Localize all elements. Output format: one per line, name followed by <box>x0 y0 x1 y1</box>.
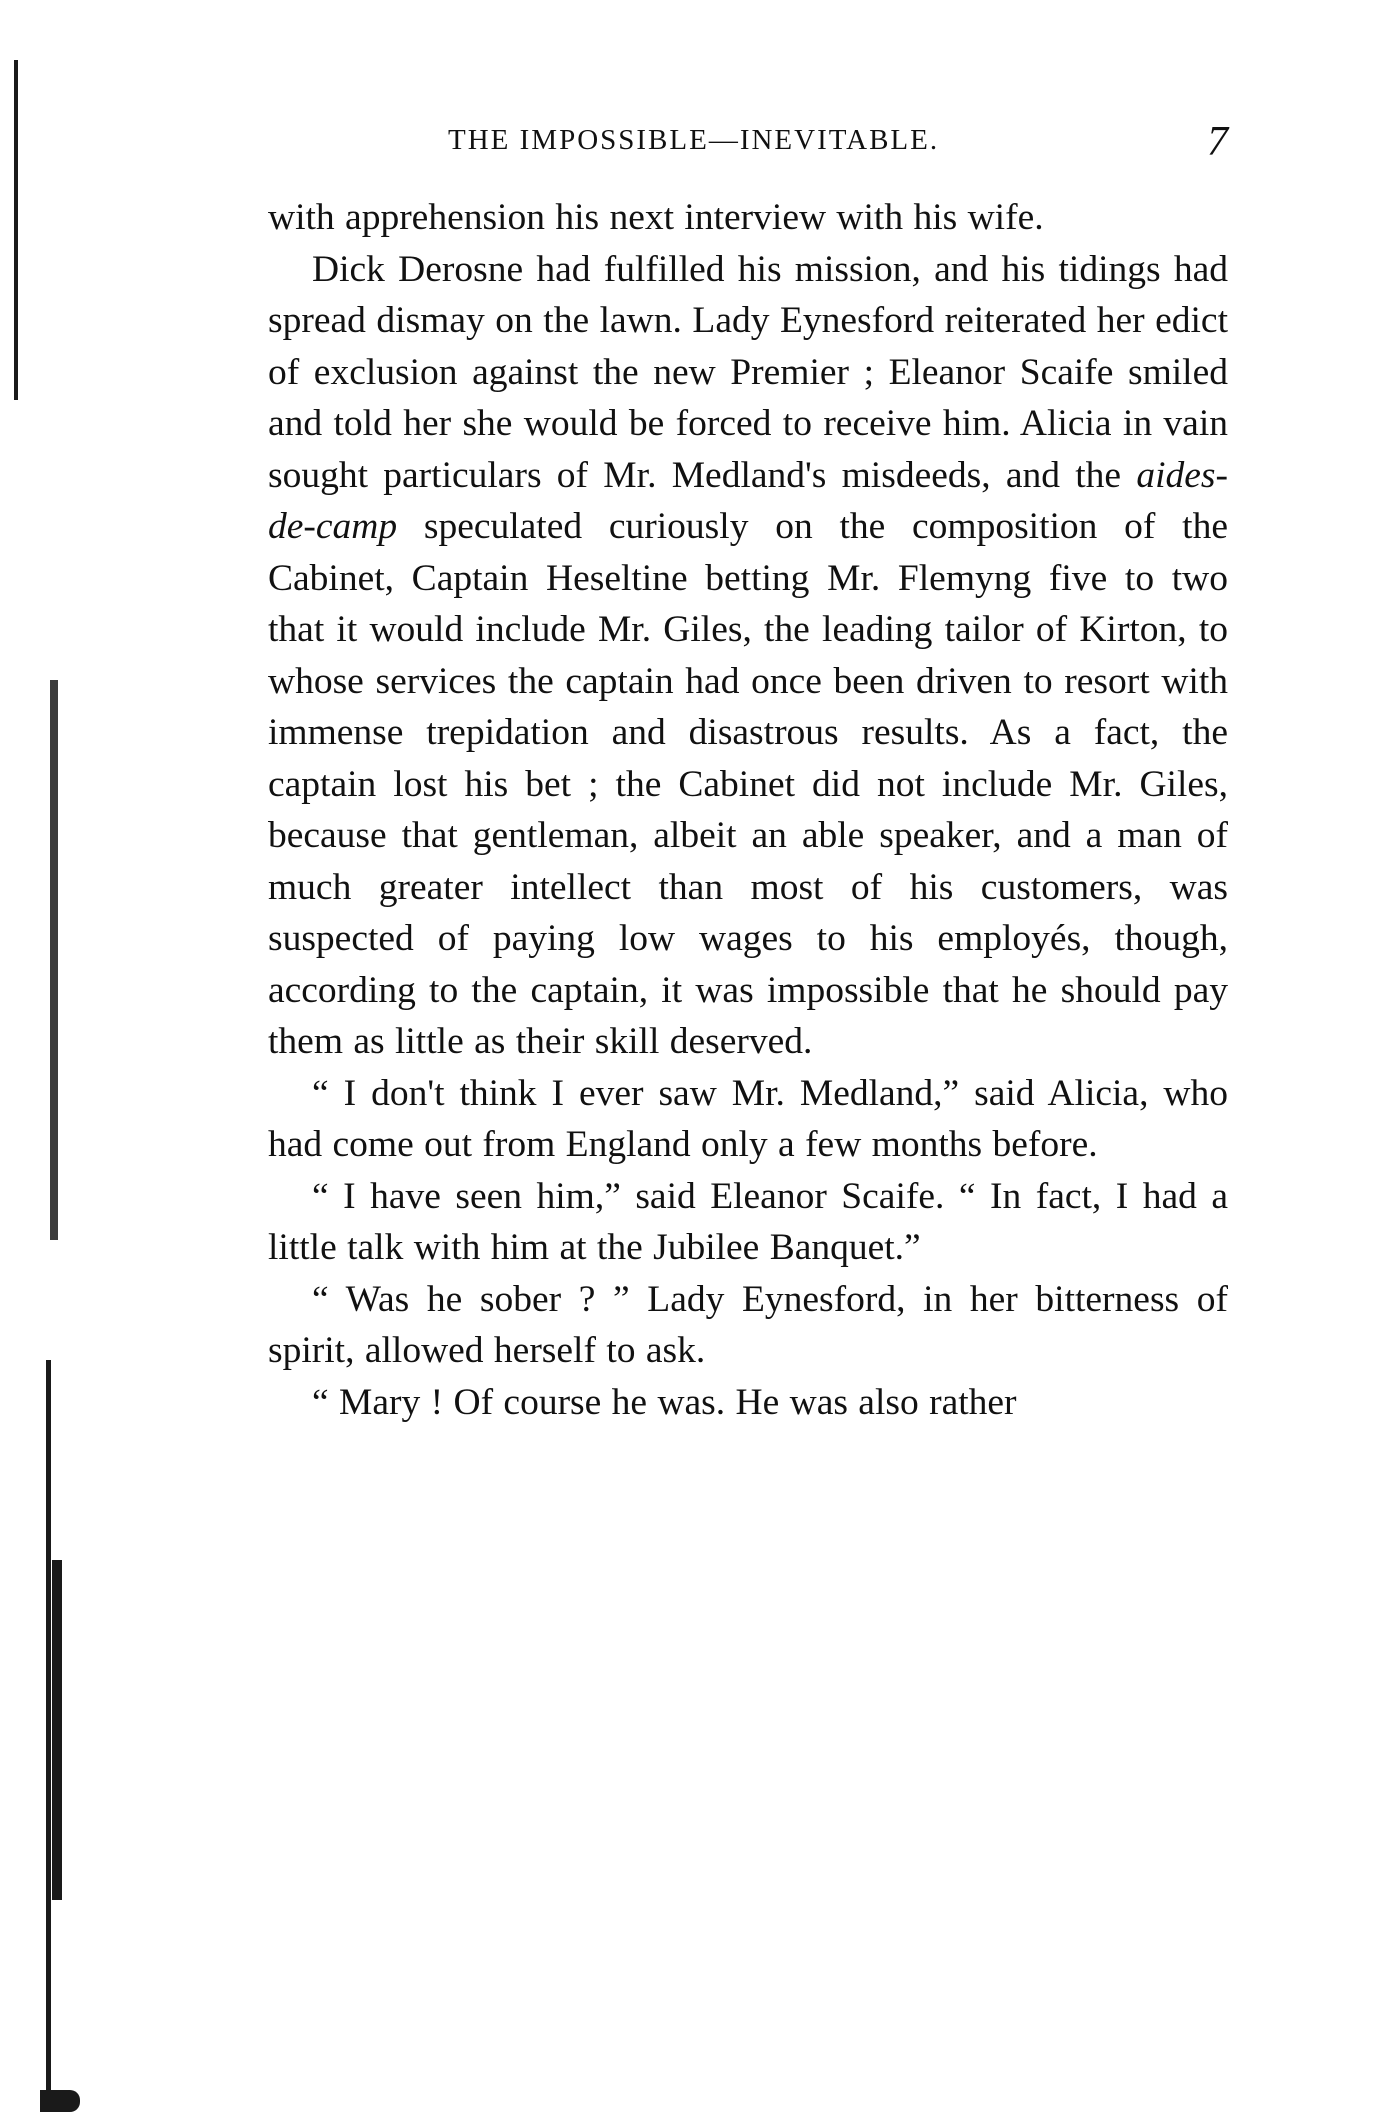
body-text <box>268 192 1228 1428</box>
binding-edge-mark <box>52 1560 62 1900</box>
page-header <box>268 118 1228 170</box>
italic-term: aides-de-camp <box>268 454 1228 547</box>
paragraph: “ I have seen him,” said Eleanor Scaife. “ In fact, I had a little talk with him at the Jubilee Banquet.” <box>268 1175 1228 1268</box>
paragraph <box>268 244 1228 1068</box>
binding-edge-mark <box>14 60 18 400</box>
binding-edge-mark <box>50 680 58 1240</box>
text-segment: speculated curiously on the composition of the Cabinet, Captain Heseltine betting Mr. Flemyng five to two that it would include Mr. Giles, the leading tailor of Kirton, to whose services the captain had once been driven to resort with immense trepidation and disastrous results. As a fact, the captain lost his bet ; the Cabinet did not include Mr. Giles, because that gentleman, albeit an able speaker, and a man of much greater intellect than most of his customers, was suspected of paying low wages to his employés, though, according to the captain, it was impossible that he should pay them as little as their skill deserved. <box>268 506 1228 1062</box>
text-segment: Dick Derosne had fulfilled his mission, and his tidings had spread dismay on the lawn. Lady Eynesford reiterated her edict of exclusion against the new Premier ; Eleanor Scaife smiled and told her she would be forced to receive him. Alicia in vain sought particulars of Mr. Medland's misdeeds, and the <box>268 248 1228 496</box>
paragraph: with apprehension his next interview with his wife. <box>268 197 1044 238</box>
binding-edge-mark <box>46 1360 51 2100</box>
page-number: 7 <box>1207 119 1228 165</box>
paragraph: “ Was he sober ? ” Lady Eynesford, in her bitterness of spirit, allowed herself to ask. <box>268 1278 1228 1371</box>
paragraph: “ I don't think I ever saw Mr. Medland,” said Alicia, who had come out from England only a few months before. <box>268 1072 1228 1165</box>
paragraph: “ Mary ! Of course he was. He was also rather <box>312 1381 1017 1423</box>
binding-edge-mark <box>40 2090 80 2112</box>
running-title: THE IMPOSSIBLE—INEVITABLE. <box>448 124 940 156</box>
